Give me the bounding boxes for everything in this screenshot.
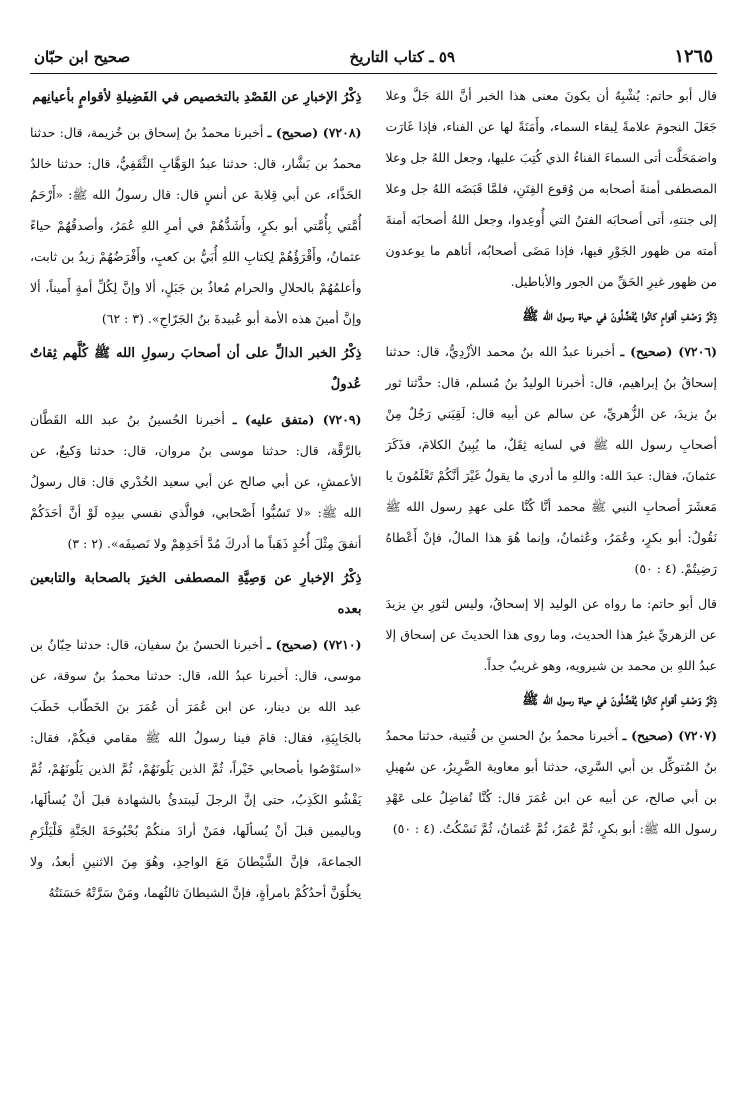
hadith-text: أخبرنا الحُسينُ بنُ عبد الله القَطَّان بالرَّقَّة، قال: حدثنا موسى بنُ مروان، قال: حدثنا وَكيعٌ، عن الأعمشِ، عن أبي صالح عن أبي سعيد الخُدْري قال: قال رسولُ الله ﷺ: «لا تَسُبُّوا أَصْحابي، فوالَّذي نفسي بيدِه لَوْ أنَّ أحَدَكُمْ أنفقَ مِثْلَ أُحُدٍ ذَهَباً ما أدركَ مُدَّ أحَدِهِمْ ولا نَصيفَه». (٢ : ٣)	[30, 412, 362, 551]
hadith-text: أخبرنا محمدُ بنُ الحسنِ بن قُتيبة، حدثنا محمدُ بنُ المُتوكِّل بن أبي السَّرِي، حدثنا أبو معاوية الضَّرِيرُ، عن سُهيلِ بن أبي صالح، عن أبيه عن ابن عُمَرَ قال: كُنَّا نُفاضِلُ على عَهْدِ رسول الله ﷺ: أبو بكرٍ، ثُمَّ عُمَرُ، ثُمَّ عُثمانُ، ثُمَّ نَسْكُتُ. (٤ : ٥٠)	[385, 728, 717, 836]
header-rule	[30, 73, 717, 74]
section-heading: ذِكْرُ الخبر الدالِّ على أن أصحابَ رسولِ الله ﷺ كُلَّهم ثِقاتٌ عُدولٌ	[30, 346, 362, 392]
commentary-paragraph: قال أبو حاتم: ما رواه عن الوليد إلا إسحاقُ، وليس لثورِ بنِ يزيدَ عن الزهريِّ غيرُ هذا الحديث، وما روى هذا الحديثَ عن إسحاق إلا عبدُ اللهِ بن محمد بن شيرويه، وهو غريبٌ جداً.	[385, 596, 717, 673]
right-column	[386, 80, 718, 912]
text-columns	[30, 80, 717, 912]
commentary-paragraph: قال أبو حاتم: يُشْبِهُ أن يكونَ معنى هذا الخبر أنَّ اللهَ جَلَّ وعلا جَعَلَ النجومَ علامةً لِبقاء السماء، وأَمَنَةً لها عن الفناء، فإذا غَارَت واضمَحَلَّت أتى السماءَ الفناءُ الذي كُتِبَ عليها، وجعل اللهُ جل وعلا المصطفى أمنةَ أصحابه من وُقوع الفِتَنِ، فلمَّا قَبَضَه اللهُ جل وعلا إلى جنتهِ، أتى أصحابَه الفتنُ التي أُوعِدوا، وجعل اللهُ أصحابَه أمنةَ أمته من ظهور الجَوْرِ فيها، فإذا مَضَى أصحابُه، أتاهم ما يوعدون من ظهور غيرِ الحَقِّ من الجور والأباطيل.	[385, 88, 717, 289]
hadith-paragraph	[30, 404, 362, 559]
hadith-paragraph	[30, 117, 362, 334]
hadith-paragraph	[386, 336, 718, 584]
hadith-text: أخبرنا عبدُ الله بنُ محمد الأزْدِيُّ، قال: حدثنا إسحاقُ بنُ إبراهيم، قال: أخبرنا الوليدُ بنُ مُسلم، قال: حدَّثنا ثور بنُ يزيدَ، عن الزُّهريِّ، عن سالم عن أبيه قال: لَقِيَني رَجُلٌ مِنْ أصحابِ رسول الله ﷺ في لسانِه ثِقَلٌ، ما يُبِينُ الكلامَ، فذَكَرَ عثمانَ، فقال: عبدَ الله: واللهِ ما أدري ما يقولُ غَيْرَ أنَّكُمْ تَعْلَمُونَ يا مَعشَرَ أصحابِ النبي ﷺ محمد أنَّا كُنَّا على عهدِ رسول الله ﷺ نَقُولُ: أبو بكرٍ، وعُمَرُ، وعُثمانُ، وإنما هُوَ هذا المالُ، فإنْ أَعْطاهُ رَضِيتُمْ. (٤ : ٥٠)	[385, 344, 717, 576]
hadith-number: (٧٢٠٧) (صحيح) ـ	[622, 728, 717, 743]
hadith-text: أخبرنا محمدُ بنُ إسحاق بن خُزيمة، قال: حدثنا محمدُ بن بَشَّار، قال: حدثنا عبدُ الوَهَّابِ الثَّقَفِيُّ، قال: حدثنا خالدٌ الحَذَّاء، عن أبي قِلابةَ عن أنسٍ قال: قال رسولُ الله ﷺ: «أَرْحَمُ أُمَّتي بِأُمَّتي أبو بكرٍ، وأَشَدُّهُمْ في أمرِ اللهِ عُمَرُ، وأصدقُهُمْ حياءً عثمانُ، وأَقْرَؤُهُمْ لِكتابِ اللهِ أُبَيُّ بن كعبٍ، وأَفْرَضُهُمْ زيدُ بن ثابت، وأعلمُهُمْ بالحلالِ والحرام مُعاذُ بن جَبَلٍ، ألا وإنَّ لِكُلِّ أمةٍ أَميناً، ألا وإنَّ أمينَ هذه الأمة أبو عُبيدةَ بنُ الجَرّاحِ». (٣ : ٦٢)	[30, 125, 362, 326]
hadith-number: (٧٢٠٦) (صحيح) ـ	[620, 344, 717, 359]
section-heading: ذِكْرُ وَصْفِ أقوامٍ كانُوا يُفَضِّلُونَ في حياة رسول الله ﷺ	[522, 309, 717, 324]
section-heading: ذِكْرُ الإخبارِ عن القَصْدِ بالتخصيص في الفَضِيلةِ لأقوامٍ بأعيانِهم	[32, 90, 362, 105]
hadith-number: (٧٢٠٨) (صحيح) ـ	[267, 125, 362, 140]
left-column	[30, 80, 362, 912]
book-title: صحيح ابن حبّان	[34, 48, 131, 66]
hadith-paragraph	[386, 720, 718, 844]
running-header	[30, 46, 717, 69]
hadith-number: (٧٢٠٩) (متفق عليه) ـ	[232, 412, 362, 427]
hadith-text: أخبرنا الحسنُ بنُ سفيان، قال: حدثنا حِبّانُ بن موسى، قال: أخبرنا عبدُ الله، قال: حدثنا محمدُ بنُ سوقة، عن عبد الله بن دينار، عن ابن عُمَرَ أن عُمَرَ بنَ الخَطّاب خَطَبَ بالجَابِيَةِ، فقال: قامَ فينا رسولُ الله ﷺ مقامي فيكُمْ، فقال: «استَوْصُوا بأصحابي خَيْراً، ثُمَّ الذين يَلُونَهُمْ، ثُمَّ الذين يَلُونَهُمْ، ثُمَّ يَفْشُو الكَذِبُ، حتى إنَّ الرجلَ لَيبتدئُ بالشهادة قبلَ أنْ يُسألَها، وباليمين قبلَ أنْ يُسألَها، فمَنْ أرادَ منكُمْ بُحْبُوحَةَ الجَنَّةِ فَلْيَلْزَمِ الجماعةَ، فإنَّ الشَّيْطانَ مَعَ الواحِدِ، وهُوَ مِنَ الاثنينِ أبعدُ، ولا يخلُوَنَّ أحدُكُمْ بامرأةٍ، فإنَّ الشيطانَ ثالثُهما، ومَنْ سَرَّتْهُ حَسَنَتُهُ	[30, 637, 362, 900]
section-heading: ذِكْرُ الإخبارِ عن وَصِيَّةِ المصطفى الخيرَ بالصحابة والتابعين بعده	[30, 571, 362, 617]
section-heading: ذِكْرُ وَصْفِ أقوامٍ كانُوا يُفَضِّلُونَ في حياة رسول الله ﷺ	[522, 693, 717, 708]
page-number: ١٢٦٥	[674, 46, 713, 67]
chapter-title: ٥٩ ـ كتاب التاريخ	[349, 48, 456, 66]
hadith-paragraph	[30, 629, 362, 908]
hadith-number: (٧٢١٠) (صحيح) ـ	[267, 637, 362, 652]
